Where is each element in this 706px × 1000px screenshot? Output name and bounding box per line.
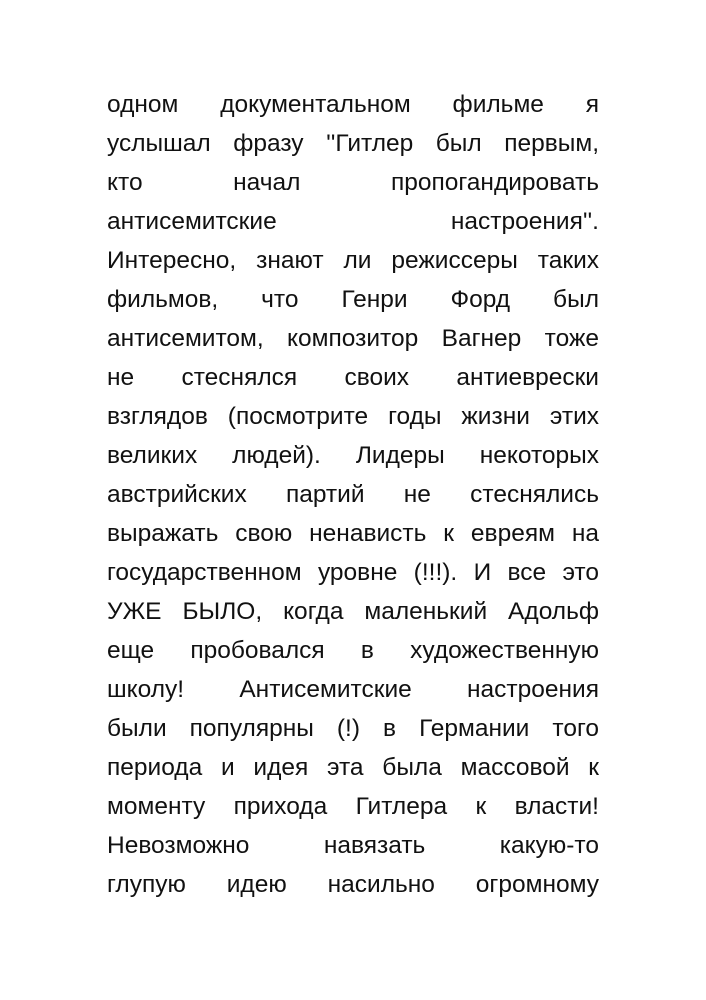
text-line: не стеснялся своих антиеврески: [107, 364, 599, 391]
text-line: государственном уровне (!!!). И все это: [107, 559, 599, 586]
text-line: антисемитом, композитор Вагнер тоже: [107, 325, 599, 352]
text-line: школу! Антисемитские настроения: [107, 676, 599, 703]
body-text: [107, 85, 599, 904]
text-line: Интересно, знают ли режиссеры таких: [107, 247, 599, 274]
text-line: фильмов, что Генри Форд был: [107, 286, 599, 313]
text-line: УЖЕ БЫЛО, когда маленький Адольф: [107, 598, 599, 625]
text-line: выражать свою ненависть к евреям на: [107, 520, 599, 547]
text-line: взглядов (посмотрите годы жизни этих: [107, 403, 599, 430]
text-line: еще пробовался в художественную: [107, 637, 599, 664]
text-line: одном документальном фильме я: [107, 91, 599, 118]
text-line: великих людей). Лидеры некоторых: [107, 442, 599, 469]
text-line: австрийских партий не стеснялись: [107, 481, 599, 508]
text-line: периода и идея эта была массовой к: [107, 754, 599, 781]
text-line: Невозможно навязать какую-то: [107, 832, 599, 859]
text-line: кто начал пропогандировать: [107, 169, 599, 196]
text-line: услышал фразу ''Гитлер был первым,: [107, 130, 599, 157]
text-line: глупую идею насильно огромному: [107, 871, 599, 898]
text-line: были популярны (!) в Германии того: [107, 715, 599, 742]
text-line: антисемитские настроения''.: [107, 208, 599, 235]
text-line: моменту прихода Гитлера к власти!: [107, 793, 599, 820]
